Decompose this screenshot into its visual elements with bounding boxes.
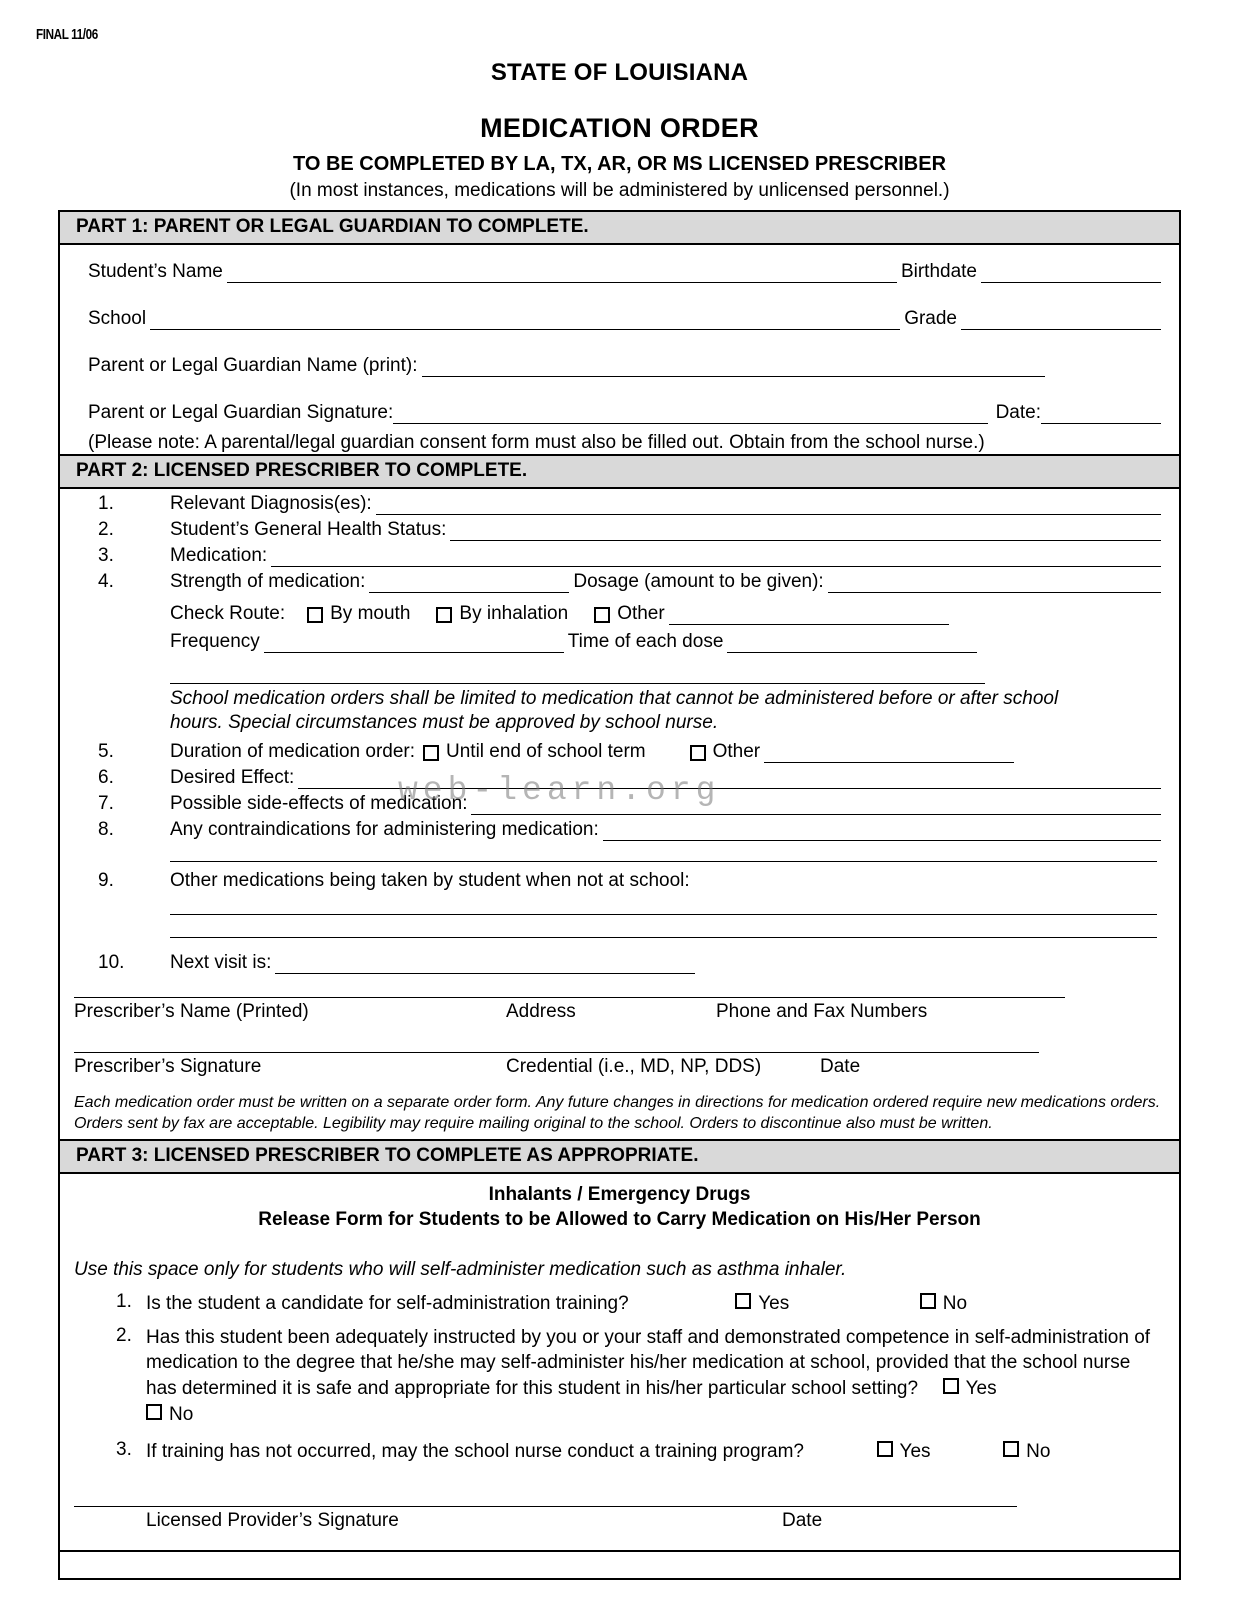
other-medications-input-line2[interactable] (170, 921, 1157, 938)
document-subtitle: TO BE COMPLETED BY LA, TX, AR, OR MS LICENSED PRESCRIBER (292, 153, 947, 175)
contraindications-input-line2[interactable] (170, 845, 1157, 862)
order-fineprint: Each medication order must be written on a separate order form. Any future changes in directions for medication ordered require new medications orders. Orders sent by fax are acceptable. Legibility may require mailing original to the school. Orders to discontinue also must be written. (74, 1093, 1161, 1133)
check-route-row (74, 603, 1165, 625)
item-number: 2. (98, 519, 114, 540)
health-status-input[interactable] (450, 523, 1161, 541)
side-effects-label: Possible side-effects of medication: (170, 792, 468, 814)
item-number: 5. (98, 740, 114, 762)
q3-yes-label: Yes (899, 1441, 931, 1463)
contraindications-input[interactable] (603, 823, 1161, 841)
q3-text: If training has not occurred, may the school nurse conduct a training program? (146, 1441, 804, 1463)
part1-bar: PART 1: PARENT OR LEGAL GUARDIAN TO COMPLETE. (60, 212, 1179, 245)
duration-other-input[interactable] (764, 745, 1014, 763)
frequency-label: Frequency (170, 631, 260, 652)
item-row (74, 767, 1165, 789)
duration-other-checkbox[interactable] (690, 745, 706, 761)
route-by-inhalation-checkbox[interactable] (436, 607, 452, 623)
q2-text: Has this student been adequately instructed by you or your staff and demonstrated competence in self-administration of medication to the degree that he/she may self-administer his/her medication at school, provided that the school nurse has determined it is safe and appropriate for this student in his/her particular school setting? (146, 1326, 1151, 1399)
q3-yes-checkbox[interactable] (877, 1441, 893, 1457)
diagnosis-label: Relevant Diagnosis(es): (170, 493, 372, 514)
item-number: 4. (98, 571, 114, 592)
guardian-date-label: Date: (995, 402, 1041, 423)
desired-effect-input[interactable] (298, 771, 1161, 789)
item-row (74, 493, 1165, 515)
item-number: 9. (98, 869, 114, 891)
item-row (74, 519, 1165, 541)
school-row (88, 308, 1165, 330)
desired-effect-label: Desired Effect: (170, 766, 295, 788)
frequency-input[interactable] (264, 635, 564, 653)
guardian-name-row (88, 355, 1165, 377)
document-title: MEDICATION ORDER (480, 113, 759, 143)
duration-label: Duration of medication order: (170, 740, 416, 762)
student-name-label: Student’s Name (88, 261, 223, 282)
route-by-mouth-label: By mouth (330, 603, 411, 624)
item-number: 6. (98, 766, 114, 788)
dosage-input[interactable] (828, 575, 1161, 593)
q3-no-label: No (1026, 1441, 1051, 1463)
part2-section (60, 489, 1179, 974)
part3-heading-1: Inhalants / Emergency Drugs (488, 1183, 751, 1205)
form-bottom-bar (60, 1550, 1179, 1580)
provider-signature-line[interactable] (74, 1505, 1017, 1507)
date-caption: Date (820, 1055, 861, 1077)
contraindications-label: Any contraindications for administering medication: (170, 818, 599, 840)
route-by-inhalation-label: By inhalation (459, 603, 569, 624)
prescriber-signature-caption: Prescriber’s Signature (74, 1055, 262, 1077)
revision-stamp: FINAL 11/06 (36, 26, 98, 43)
credential-caption: Credential (i.e., MD, NP, DDS) (506, 1055, 762, 1077)
q2-yes-checkbox[interactable] (943, 1378, 959, 1394)
provider-signature-caption: Licensed Provider’s Signature (146, 1509, 399, 1531)
question-number: 3. (116, 1439, 132, 1461)
address-caption: Address (506, 1000, 576, 1022)
student-name-input[interactable] (227, 265, 897, 283)
guardian-signature-label: Parent or Legal Guardian Signature: (88, 402, 394, 423)
q2-no-checkbox[interactable] (146, 1404, 162, 1420)
item-number: 1. (98, 493, 114, 514)
dosage-label: Dosage (amount to be given): (573, 571, 824, 592)
medication-label: Medication: (170, 545, 268, 566)
next-visit-input[interactable] (275, 956, 695, 974)
health-status-label: Student’s General Health Status: (170, 519, 447, 540)
q1-yes-label: Yes (758, 1292, 790, 1314)
route-other-input[interactable] (669, 607, 949, 625)
school-hours-note: School medication orders shall be limited to medication that cannot be administered before or after school hours. Special circumstances must be approved by school nurse. (170, 688, 1059, 733)
student-name-row (88, 261, 1165, 283)
item-row (74, 870, 1165, 892)
strength-input[interactable] (369, 575, 569, 593)
school-label: School (88, 308, 147, 329)
guardian-signature-input[interactable] (393, 406, 987, 424)
item-row (74, 952, 1165, 974)
route-other-checkbox[interactable] (594, 607, 610, 623)
part3-section (60, 1174, 1179, 1465)
document-header (58, 59, 1181, 202)
duration-other-label: Other (712, 740, 761, 762)
item-row (74, 793, 1165, 815)
guardian-signature-row (88, 402, 1165, 424)
part3-intro: Use this space only for students who will self-administer medication such as asthma inhaler. (74, 1258, 847, 1280)
item-number: 8. (98, 818, 114, 840)
next-visit-label: Next visit is: (170, 951, 272, 973)
item-row (74, 741, 1165, 763)
time-of-dose-input[interactable] (727, 635, 977, 653)
guardian-name-label: Parent or Legal Guardian Name (print): (88, 355, 418, 376)
item-number: 10. (98, 951, 125, 973)
guardian-date-input[interactable] (1041, 406, 1161, 424)
side-effects-input[interactable] (471, 797, 1161, 815)
item-row (74, 545, 1165, 567)
school-input[interactable] (150, 312, 900, 330)
provider-date-caption: Date (782, 1509, 823, 1531)
q1-text: Is the student a candidate for self-administration training? (146, 1292, 629, 1314)
part2-bar: PART 2: LICENSED PRESCRIBER TO COMPLETE. (60, 454, 1179, 489)
question-row (74, 1325, 1165, 1428)
provider-signature-block (60, 1505, 1179, 1536)
item-row (74, 819, 1165, 841)
part3-bar: PART 3: LICENSED PRESCRIBER TO COMPLETE AS APPROPRIATE. (60, 1139, 1179, 1174)
other-medications-input-line1[interactable] (170, 898, 1157, 915)
q1-no-label: No (942, 1292, 968, 1314)
prescriber-name-caption: Prescriber’s Name (Printed) (74, 1000, 309, 1022)
question-number: 1. (116, 1290, 132, 1312)
question-row (74, 1291, 1165, 1317)
frequency-row (74, 631, 1165, 653)
item-row (74, 571, 1165, 593)
birthdate-label: Birthdate (900, 261, 977, 282)
route-by-mouth-checkbox[interactable] (307, 607, 323, 623)
prescriber-signature-block-1 (60, 996, 1179, 1027)
guardian-name-input[interactable] (422, 359, 1046, 377)
watermark: web-learn.org (398, 772, 721, 809)
document-note: (In most instances, medications will be administered by unlicensed personnel.) (289, 180, 950, 201)
prescriber-signature-line[interactable] (74, 1051, 1039, 1053)
duration-until-end-checkbox[interactable] (423, 745, 439, 761)
prescriber-name-line[interactable] (74, 996, 1065, 998)
part1-section (60, 245, 1179, 424)
other-medications-label: Other medications being taken by student when not at school: (170, 869, 690, 891)
item-number: 3. (98, 545, 114, 566)
grade-input[interactable] (961, 312, 1161, 330)
form-body (58, 210, 1181, 1580)
state-title: STATE OF LOUISIANA (490, 59, 749, 86)
route-other-label: Other (617, 603, 665, 624)
extra-blank-line[interactable] (170, 667, 985, 684)
part3-heading-2: Release Form for Students to be Allowed to Carry Medication on His/Her Person (258, 1209, 981, 1231)
diagnosis-input[interactable] (376, 497, 1161, 515)
birthdate-input[interactable] (981, 265, 1161, 283)
q2-no-label: No (169, 1403, 194, 1425)
time-of-dose-label: Time of each dose (567, 631, 724, 652)
item-number: 7. (98, 792, 114, 814)
strength-label: Strength of medication: (170, 571, 366, 592)
q1-no-checkbox[interactable] (920, 1293, 936, 1309)
check-route-label: Check Route: (170, 603, 286, 624)
q1-yes-checkbox[interactable] (735, 1293, 751, 1309)
q2-yes-label: Yes (965, 1377, 997, 1399)
question-number: 2. (116, 1324, 132, 1346)
phone-fax-caption: Phone and Fax Numbers (716, 1000, 928, 1022)
q3-no-checkbox[interactable] (1003, 1441, 1019, 1457)
prescriber-signature-block-2 (60, 1051, 1179, 1082)
consent-note: (Please note: A parental/legal guardian consent form must also be filled out. Obtain from the school nurse.) (88, 432, 985, 453)
question-row (74, 1439, 1165, 1465)
grade-label: Grade (904, 308, 957, 329)
medication-input[interactable] (271, 549, 1161, 567)
duration-until-end-label: Until end of school term (446, 740, 646, 762)
